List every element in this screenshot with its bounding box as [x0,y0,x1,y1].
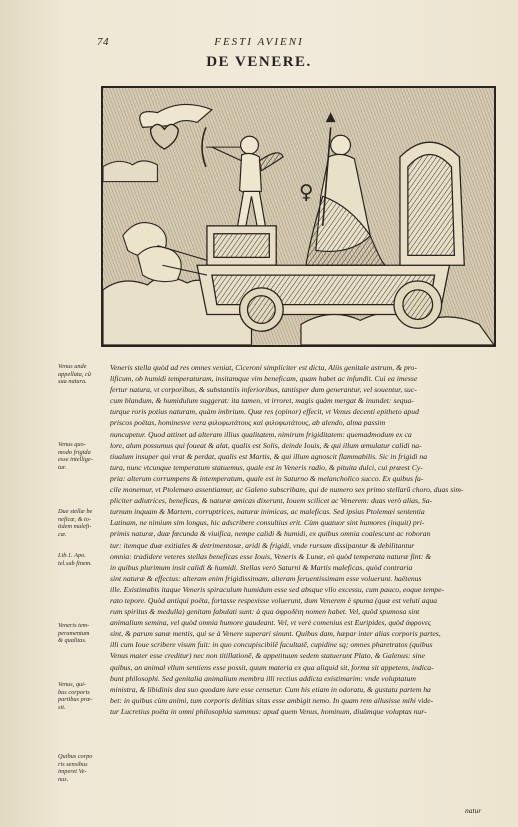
text-line: pria: alterum corrumpens & intemperatum, quale est in Saturno & melancholico succo. Ex quibus fa- [110,473,424,483]
margin-line: Venus, qui- [58,681,86,688]
margin-note [58,753,110,783]
margin-line: Venus quo- [58,441,86,448]
text-line: pliciter adiutrices, beneficas, & naturæ amicas dixerunt, Iouem scilicet ac Venerem: duas verò alias, Sa- [110,496,433,506]
text-line: tur Lucretius poëta in omni philosophia summus: apud quem Venus, hominum, diuûmque voluptas nur- [110,706,427,716]
margin-line: modo frigida [58,448,91,456]
margin-line: appellata, cũ [58,370,91,378]
margin-line: cæ. [58,530,67,538]
text-line: tura, nunc vtcunque temperatum statuemus, quale est in Veneris radio, & pituita dulci, cui præest Cy- [110,462,423,472]
margin-line: tur. [58,463,67,471]
text-line: priscos poëtas, hominesve vera φιλοφωτάτους καὶ φιλοφωτάτους, ab alendo, alma passim [110,418,386,428]
venus-symbol [299,180,314,203]
margin-note [58,508,110,538]
text-line: ministra, & libidinis dea suo quodam iure esse censetur. Cum his etiam in odoratu, & gustatu partem ha [110,684,431,694]
text-line: rum spiritus & medulla) genitam fabulati sunt: à qua ἀφροδίτη nomen habet. Vel, quòd spumosa sint [110,607,420,617]
text-line: lificum, ob humidi temperaturam, insitamque vim beneficam, quam habet ac infundit. Cui ea imesse [110,374,418,384]
text-line: cum blandum, & humidulum suggerat: ita tamen, vt irroret, magis quàm mergat & inundet: sequa- [110,396,414,406]
text-line: Venus mater esse creditur) nec non titillationē, & appetituum sedem statuerunt Plato, & Galenus: sine [110,651,425,661]
text-line: nuncupetur. Quod attinet ad alteram illius qualitatem, nimirum frigiditatem: quemadmodum ex ca [110,429,412,439]
margin-line: Venus unde [58,363,87,370]
margin-line: imperet Ve- [58,768,87,776]
text-line: sint, & parum sanæ mentis, qui se à Venere superari sinunt. Quibus dam, hæpar inter alias corporis partes, [110,629,441,639]
svg-text:♀: ♀ [298,180,314,204]
margin-line: tidem malefi- [58,523,92,531]
text-line: tur: itemque duæ exitiales & detrimentosæ, aridi & frigidi, vnde rursum dissipantur & debilitantur [110,540,415,550]
margin-note [58,363,110,386]
text-line: cile monemur, vt Ptolemæo assentiamur, ac Galeno subscribam, qui de numero sex primo stellarũ choro, duas sim- [110,485,464,495]
text-line: bunt philosophi. Sed genitalia animalium membra illi rectius addicta existimarim: vnde voluptatum [110,673,416,683]
venus-chariot-woodcut [101,86,496,347]
text-line: quibus, an animal vllum sentiens esse possit, quum materia ex qua aliquid sit, forma sit appetens, indica- [110,662,434,672]
text-line: tiualum insuper qui vrat & perdat, qualis est Martis, & qui illum agnoscit flammabilis. Sic in frigidi na [110,451,428,461]
text-line: Latinam, ne nimium sim longus, hic adscribere consultius erit. Cùm quatuor sint humores (inquit) pri- [110,518,425,528]
margin-line: ris sensibus [58,760,88,768]
margin-line: peramentum [58,629,90,637]
margin-line: esse intellige- [58,456,93,464]
text-line: bet: in quibus cùm animi, tum corporis delitias sitas esse ambigit nemo. In quam rem allusisse mihi vide- [110,695,434,705]
margin-line: Lib.1. Apo. [58,552,86,559]
margin-line: neficæ, & to- [58,515,92,523]
margin-line: sit. [58,703,66,711]
margin-line: sua natura. [58,378,87,386]
text-line: omnia: tradidere veteres stellas beneficas esse Iouis, Veneris & Lunæ, eò quòd temperata naturæ fint: & [110,551,432,561]
margin-line: partibus præ- [58,696,93,704]
body-text [110,362,498,717]
text-line: lore, alum possumus qui foueat & alat, qualis est Solis, deinde Iouis, & qui illum æmulatur calidi na- [110,440,422,450]
page-number: 74 [97,36,109,48]
running-head: FESTI AVIENI [214,36,304,48]
text-line: illi cum Ioue scribere visum fuit: in quo concupiscibilē facultatē, cupidine sq; omnes pharetratos (quibus [110,640,433,650]
text-line: Veneris stella quòd ad res omnes veniat, Ciceroni simpliciter est dicta, Aliis genitale astrum, & pro- [110,363,417,372]
margin-note [58,441,110,471]
text-line: turnum inquam & Martem, corruptrices, naturæ inimicas, ac maleficas. Sed ipsius Ptolemæi sententia [110,507,425,517]
margin-line: Due stellæ be [58,508,93,515]
margin-line: Quibus corpo [58,753,93,760]
catchword: natur [465,806,482,815]
margin-line: Veneris tem- [58,622,90,629]
text-line: turque roris potius naturam, quàm imbrium. Quæ res (opinor) effecit, vt Venus decenti epitheto apud [110,407,419,417]
margin-line: bus corporis [58,688,90,696]
margin-line: nus. [58,775,69,783]
text-line: animalium semina, vel quòd omnia humore gaudeant. Vel, vt verè comenius est Euripides, quòd ἀφρονες [110,618,432,628]
margin-note [58,681,110,711]
text-line: in quibus plurimum insit calidi & humidi. Stellas verò Saturni & Martis maleficas, quòd contraria [110,562,413,572]
text-line: rato tepore. Quòd antiqui poëta, fortasse respexisse voluerunt, dum Venerem è spuma (quæ est veluti aqua [110,595,438,605]
text-line: sint naturæ & effectus: alteram enim frigidissimam, alteram feruentissimam esse voluerunt. haëtenus [110,573,422,583]
text-line: fertur natura, vt corporibus, & substantiis inferioribus, tantisper dum generantur, vel souentur, suc- [110,385,417,395]
margin-note [58,552,110,567]
margin-line: & qualitas. [58,637,87,645]
woodcut-illustration [103,88,494,345]
text-line: ille. Existimabis itaque Veneris spiraculum humidum esse sed absque vllo excessu, cum pauco, eoque tempe- [110,584,445,594]
chapter-title: DE VENERE. [206,54,312,70]
text-line: primis naturæ, duæ fœcunda & viuifica, nempe calidi & humidi, ex quibus omnia coalescunt ac roboran [110,529,431,539]
margin-line: tel.sub finem. [58,559,92,567]
margin-note [58,622,110,645]
